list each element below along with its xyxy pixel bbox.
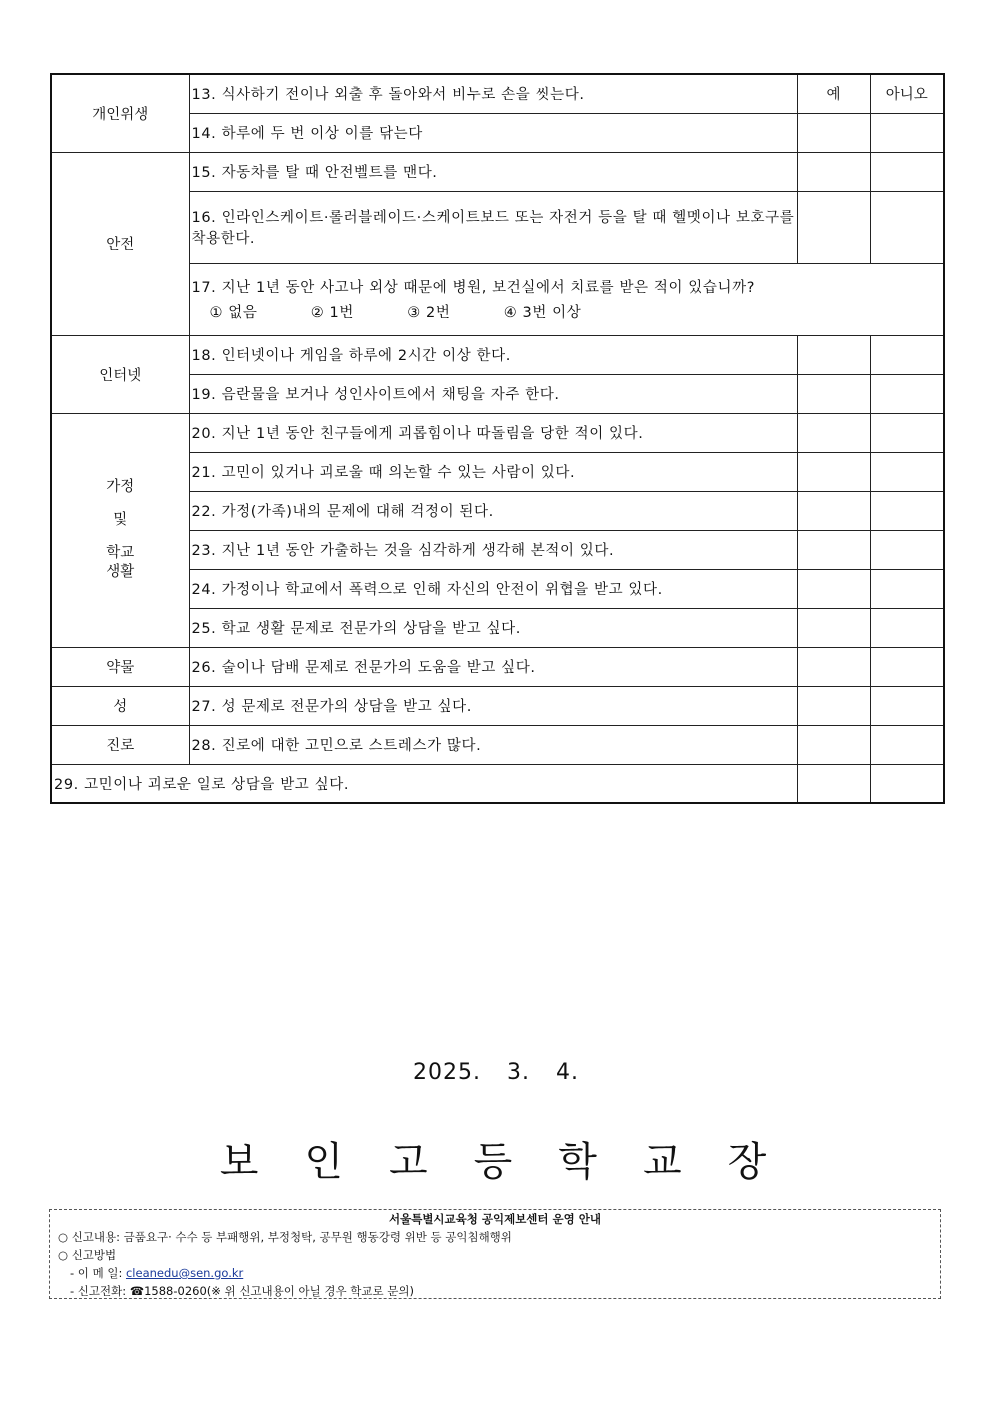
- notice-content-line: ○ 신고내용: 금품요구· 수수 등 부패행위, 부정청탁, 공무원 행동강령 위반 등 공익침해행위: [58, 1230, 512, 1244]
- question-22: 22. 가정(가족)내의 문제에 대해 걱정이 된다.: [189, 491, 797, 530]
- answer-yes-cell[interactable]: [797, 569, 870, 608]
- question-15: 15. 자동차를 탈 때 안전벨트를 맨다.: [189, 152, 797, 191]
- answer-yes-cell[interactable]: [797, 686, 870, 725]
- email-link[interactable]: cleanedu@sen.go.kr: [125, 1266, 244, 1280]
- document-date: 2025. 3. 4.: [413, 1060, 579, 1085]
- answer-no-cell[interactable]: [870, 569, 944, 608]
- answer-no-cell[interactable]: [870, 335, 944, 374]
- question-26: 26. 술이나 담배 문제로 전문가의 도움을 받고 싶다.: [189, 647, 797, 686]
- question-20: 20. 지난 1년 동안 친구들에게 괴롭힘이나 따돌림을 당한 적이 있다.: [189, 413, 797, 452]
- category-line: 학교: [106, 545, 135, 561]
- answer-yes-cell[interactable]: [797, 152, 870, 191]
- answer-no-cell[interactable]: [870, 530, 944, 569]
- category-internet: 인터넷: [51, 335, 189, 413]
- answer-no-cell[interactable]: [870, 152, 944, 191]
- question-17-options: [192, 301, 942, 322]
- question-18: 18. 인터넷이나 게임을 하루에 2시간 이상 한다.: [189, 335, 797, 374]
- category-line: 가정: [106, 479, 135, 496]
- answer-yes-cell[interactable]: [797, 413, 870, 452]
- answer-yes-header: 예: [797, 74, 870, 113]
- email-label: - 이 메 일:: [70, 1266, 126, 1280]
- question-27: 27. 성 문제로 전문가의 상담을 받고 싶다.: [189, 686, 797, 725]
- whistleblower-notice: [49, 1209, 941, 1299]
- category-hygiene: 개인위생: [51, 74, 189, 152]
- option-1[interactable]: ① 없음: [209, 305, 258, 321]
- question-13: 13. 식사하기 전이나 외출 후 돌아와서 비누로 손을 씻는다.: [189, 74, 797, 113]
- answer-no-cell[interactable]: [870, 191, 944, 263]
- principal-signature: 보인고등학교장: [219, 1139, 813, 1185]
- question-17: 17. 지난 1년 동안 사고나 외상 때문에 병원, 보건실에서 치료를 받은 적이 있습니까?: [191, 280, 756, 296]
- notice-phone-line: - 신고전화: ☎1588-0260(※ 위 신고내용이 아닐 경우 학교로 문의): [70, 1284, 414, 1298]
- answer-no-cell[interactable]: [870, 491, 944, 530]
- category-line: 생활: [106, 563, 135, 580]
- answer-no-cell[interactable]: [870, 686, 944, 725]
- answer-no-cell[interactable]: [870, 764, 944, 803]
- answer-no-cell[interactable]: [870, 608, 944, 647]
- health-survey-table: [50, 73, 945, 804]
- category-line: 및: [113, 512, 128, 529]
- answer-yes-cell[interactable]: [797, 374, 870, 413]
- answer-yes-cell[interactable]: [797, 191, 870, 263]
- question-17-cell: [189, 263, 944, 335]
- question-21: 21. 고민이 있거나 괴로울 때 의논할 수 있는 사람이 있다.: [189, 452, 797, 491]
- option-3[interactable]: ③ 2번: [407, 305, 451, 321]
- category-home-school: [51, 413, 189, 647]
- answer-yes-cell[interactable]: [797, 608, 870, 647]
- answer-no-cell[interactable]: [870, 413, 944, 452]
- question-24: 24. 가정이나 학교에서 폭력으로 인해 자신의 안전이 위협을 받고 있다.: [189, 569, 797, 608]
- question-19: 19. 음란물을 보거나 성인사이트에서 채팅을 자주 한다.: [189, 374, 797, 413]
- answer-yes-cell[interactable]: [797, 491, 870, 530]
- answer-yes-cell[interactable]: [797, 647, 870, 686]
- question-29: 29. 고민이나 괴로운 일로 상담을 받고 싶다.: [51, 764, 797, 803]
- answer-no-cell[interactable]: [870, 113, 944, 152]
- answer-yes-cell[interactable]: [797, 725, 870, 764]
- question-28: 28. 진로에 대한 고민으로 스트레스가 많다.: [189, 725, 797, 764]
- answer-yes-cell[interactable]: [797, 530, 870, 569]
- question-25: 25. 학교 생활 문제로 전문가의 상담을 받고 싶다.: [189, 608, 797, 647]
- answer-yes-cell[interactable]: [797, 764, 870, 803]
- notice-email-line: [58, 1264, 932, 1282]
- option-2[interactable]: ② 1번: [310, 305, 354, 321]
- answer-no-cell[interactable]: [870, 374, 944, 413]
- category-safety: 안전: [51, 152, 189, 335]
- category-drugs: 약물: [51, 647, 189, 686]
- question-14: 14. 하루에 두 번 이상 이를 닦는다: [189, 113, 797, 152]
- answer-no-cell[interactable]: [870, 725, 944, 764]
- answer-no-cell[interactable]: [870, 452, 944, 491]
- category-career: 진로: [51, 725, 189, 764]
- answer-no-header: 아니오: [870, 74, 944, 113]
- answer-no-cell[interactable]: [870, 647, 944, 686]
- question-16: 16. 인라인스케이트·롤러블레이드·스케이트보드 또는 자전거 등을 탈 때 헬멧이나 보호구를 착용한다.: [189, 191, 797, 263]
- answer-yes-cell[interactable]: [797, 113, 870, 152]
- category-sex: 성: [51, 686, 189, 725]
- answer-yes-cell[interactable]: [797, 335, 870, 374]
- notice-method-line: ○ 신고방법: [58, 1248, 117, 1262]
- question-23: 23. 지난 1년 동안 가출하는 것을 심각하게 생각해 본적이 있다.: [189, 530, 797, 569]
- answer-yes-cell[interactable]: [797, 452, 870, 491]
- option-4[interactable]: ④ 3번 이상: [503, 305, 582, 321]
- notice-title: 서울특별시교육청 공익제보센터 운영 안내: [389, 1212, 601, 1226]
